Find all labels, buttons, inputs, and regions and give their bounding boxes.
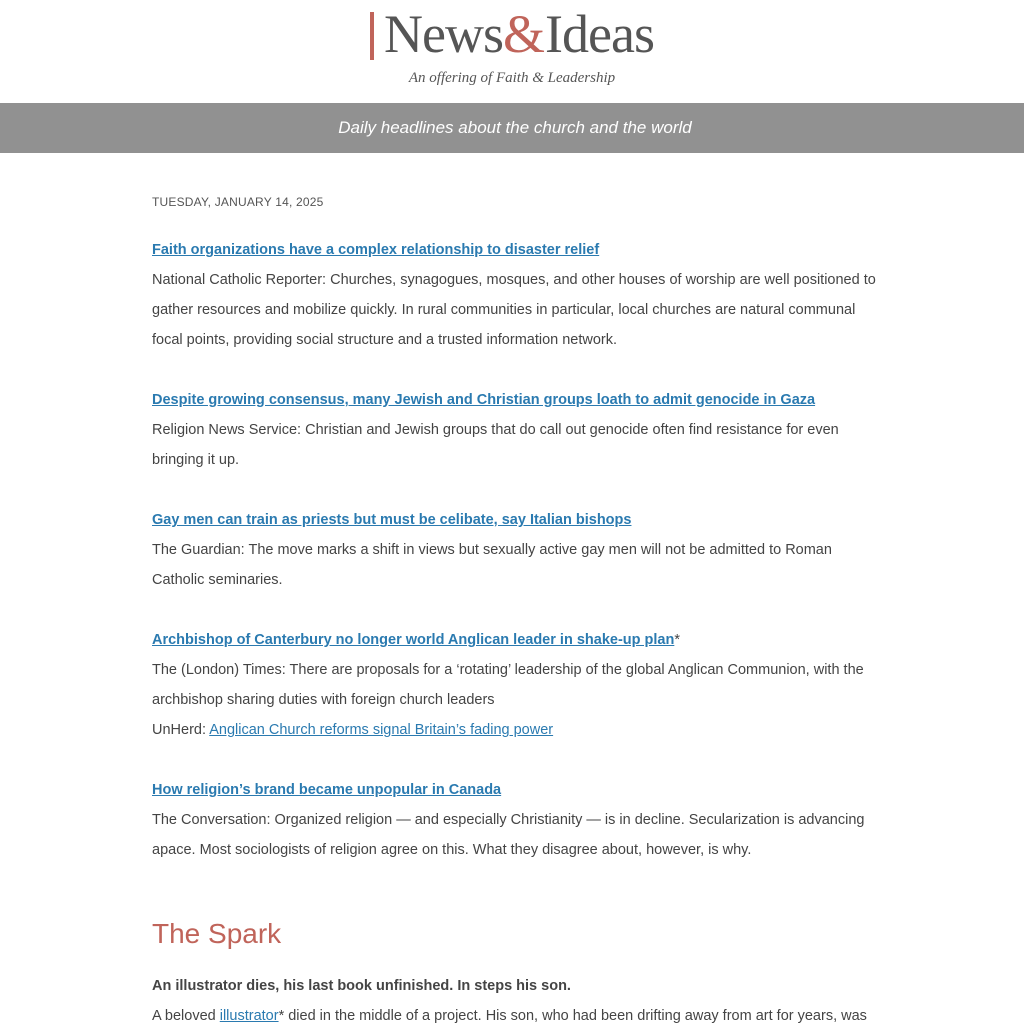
story-summary: The Guardian: The move marks a shift in views but sexually active gay men will not be admitted to Roman Catholic seminaries. xyxy=(152,542,832,588)
story-headline-link[interactable]: Faith organizations have a complex relationship to disaster relief xyxy=(152,242,600,258)
story-item xyxy=(152,625,876,745)
story-item xyxy=(152,505,876,595)
story-summary: National Catholic Reporter: Churches, synagogues, mosques, and other houses of worship are well positioned to gather resources and mobilize quickly. In rural communities in particular, local churches are natural communal focal points, providing social structure and a trusted information network. xyxy=(152,272,876,348)
illustrator-link[interactable]: illustrator xyxy=(219,1008,279,1024)
related-article-link[interactable]: Anglican Church reforms signal Britain’s fading power xyxy=(209,722,554,738)
logo-text-ideas: Ideas xyxy=(545,4,654,64)
related-source: UnHerd: xyxy=(152,722,210,738)
spark-body xyxy=(152,1001,876,1024)
section-title-spark: The Spark xyxy=(152,918,282,949)
story-item xyxy=(152,385,876,475)
tagline: An offering of Faith & Leadership xyxy=(408,70,616,86)
banner xyxy=(0,103,1024,153)
story-headline-link[interactable]: Despite growing consensus, many Jewish and Christian groups loath to admit genocide in Gaza xyxy=(152,392,816,408)
story-item xyxy=(152,775,876,865)
newsletter-content xyxy=(0,153,876,1024)
logo[interactable] xyxy=(0,4,1024,64)
spark-body-text-continued: * died in the middle of a project. His son, who had been drifting away from art for years, was xyxy=(278,1008,867,1024)
story-headline-link[interactable]: How religion’s brand became unpopular in Canada xyxy=(152,782,502,798)
story-headline-link[interactable]: Archbishop of Canterbury no longer world Anglican leader in shake-up plan xyxy=(152,632,675,648)
logo-ampersand: & xyxy=(503,4,546,64)
spark-body-text: A beloved xyxy=(152,1008,220,1024)
issue-date: TUESDAY, JANUARY 14, 2025 xyxy=(152,195,324,209)
story-headline-link[interactable]: Gay men can train as priests but must be celibate, say Italian bishops xyxy=(152,512,632,528)
banner-text: Daily headlines about the church and the world xyxy=(338,118,692,137)
story-summary: The (London) Times: There are proposals for a ‘rotating’ leadership of the global Anglican Communion, with the archbishop sharing duties with foreign church leaders xyxy=(152,662,864,708)
story-item xyxy=(152,235,876,355)
spark-heading: An illustrator dies, his last book unfinished. In steps his son. xyxy=(152,978,571,994)
related-link-line xyxy=(152,715,876,745)
logo-accent-bar xyxy=(370,12,374,60)
masthead xyxy=(0,0,1024,103)
story-summary: The Conversation: Organized religion — and especially Christianity — is in decline. Secularization is advancing apace. Most sociologists of religion agree on this. What they disagree about, however, is why. xyxy=(152,812,865,858)
logo-text-news: News xyxy=(384,4,504,64)
paywall-asterisk: * xyxy=(674,632,680,648)
story-summary: Religion News Service: Christian and Jewish groups that do call out genocide often find resistance for even bringing it up. xyxy=(152,422,839,468)
